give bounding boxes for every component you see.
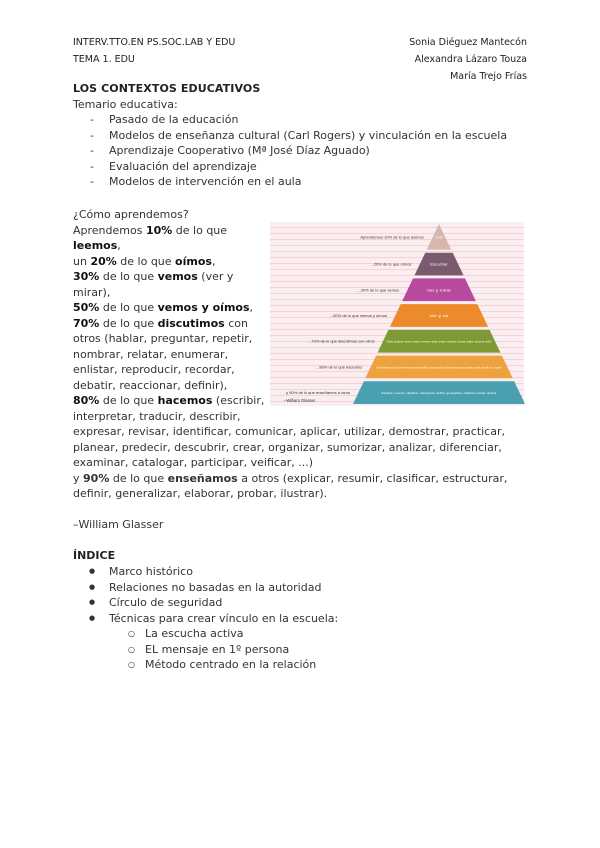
pyramid-level-label: ...20% de lo que oímos: [370, 261, 412, 267]
page-title: LOS CONTEXTOS EDUCATIVOS: [73, 82, 261, 95]
index-item: ● Círculo de seguridad: [73, 595, 338, 611]
header-authors: [409, 34, 527, 85]
index-item: ● Técnicas para crear vínculo en la escuela: ○ La escucha activa ○ EL mensaje en 1º persona ○ Método centrado en la relación: [73, 611, 338, 673]
author-2: Alexandra Lázaro Touza: [414, 54, 527, 65]
header-topic: TEMA 1. EDU: [73, 54, 135, 65]
learning-continuation: [73, 424, 533, 502]
pyramid-author: –William Glasser: [284, 398, 316, 403]
index-list: [73, 564, 338, 673]
header-course: INTERV.TTO.EN PS.SOC.LAB Y EDU: [73, 37, 236, 48]
index-subitem: ○ EL mensaje en 1º persona: [73, 642, 338, 658]
pyramid-level-tag: Ver y oír: [429, 314, 451, 318]
pyramid-level-tag: Escuchar: [430, 262, 449, 267]
learning-line-50: 50% de lo que vemos y oímos,: [73, 301, 254, 314]
pyramid-level-label: ...70% de lo que discutimos con otros: [308, 338, 375, 344]
pyramid-svg: [270, 222, 524, 406]
index-subitem: ○ La escucha activa: [73, 626, 338, 642]
learning-line-80: 80% de lo que hacemos (escribir, interpretar, traducir, describir,: [73, 394, 265, 423]
temario-list: [73, 112, 507, 190]
pyramid-level-tag: Ver y mirar: [426, 288, 453, 293]
learning-paragraph: [73, 207, 269, 424]
index-item: ● Relaciones no basadas en la autoridad: [73, 580, 338, 596]
quote-author: –William Glasser: [73, 518, 164, 531]
learning-question: ¿Cómo aprendemos?: [73, 208, 189, 221]
index-title: ÍNDICE: [73, 549, 116, 562]
index-sublist: [73, 626, 338, 673]
learning-line-70: 70% de lo que discutimos con otros (hablar, preguntar, repetir, nombrar, relatar, enumerar, enlistar, reproducir, recordar, debatir, reaccionar, definir),: [73, 316, 253, 392]
learning-line-90: y 90% de lo que enseñamos a otros (explicar, resumir, clasificar, estructurar, definir, generalizar, elaborar, probar, ilustrar).: [73, 471, 508, 500]
header-left: [73, 34, 235, 68]
temario-item: - Modelos de intervención en el aula: [73, 174, 507, 190]
author-3: María Trejo Frías: [450, 71, 527, 82]
pyramid-level-label: y 90% de lo que enseñamos a otros: [286, 390, 350, 396]
pyramid-level-label: ...30% de lo que vemos: [357, 287, 400, 293]
author-1: Sonia Diéguez Mantecón: [409, 37, 527, 48]
pyramid-level-tag: Leer: [434, 235, 445, 240]
pyramid-level-tag: Hablar, preguntar, repetir, nombrar, enumerar, relatar, enlistar, reproducir, recordar, debatir, reaccionar, definir: [386, 340, 492, 344]
temario-item: - Evaluación del aprendizaje: [73, 159, 507, 175]
temario-item: - Aprendizaje Cooperativo (Mª José Díaz Aguado): [73, 143, 507, 159]
pyramid-level-tag: Escribir, interpretar, traducir, describir, expresar, revisar, identificar, comunicar, aplicar, utilizar, demostrar, practicar, planear, predecir, descubrir, crear, organizar: [376, 366, 502, 370]
pyramid-level-label: Aprendemos 10% de lo que leemos: [360, 234, 424, 240]
learning-pyramid-image: [270, 222, 524, 406]
pyramid-level-label: ...80% de lo que hacemos: [316, 364, 363, 370]
learning-line-30: 30% de lo que vemos (ver y mirar),: [73, 270, 234, 299]
temario-lead: Temario educativa:: [73, 98, 178, 111]
index-subitem: ○ Método centrado en la relación: [73, 657, 338, 673]
temario-item: - Modelos de enseñanza cultural (Carl Rogers) y vinculación en la escuela: [73, 128, 507, 144]
learning-line-20: un 20% de lo que oímos,: [73, 254, 216, 268]
index-item: ● Marco histórico: [73, 564, 338, 580]
pyramid-level-label: ...50% de lo que vemos y oímos: [329, 313, 387, 318]
learning-line-80-cont: expresar, revisar, identificar, comunicar, aplicar, utilizar, demostrar, practicar, planear, predecir, descubrir, crear, organizar, sumorizar, analizar, diferenciar, examinar, catalogar, participar, veificar, ...): [73, 425, 505, 469]
pyramid-level-tag: Explicar, resumir, clasificar, estructurar, definir, generalizar, elaborar, probar, ilustrar: [381, 392, 497, 396]
temario-item: - Pasado de la educación: [73, 112, 507, 128]
learning-line-10: Aprendemos 10% de lo que leemos,: [73, 223, 228, 252]
